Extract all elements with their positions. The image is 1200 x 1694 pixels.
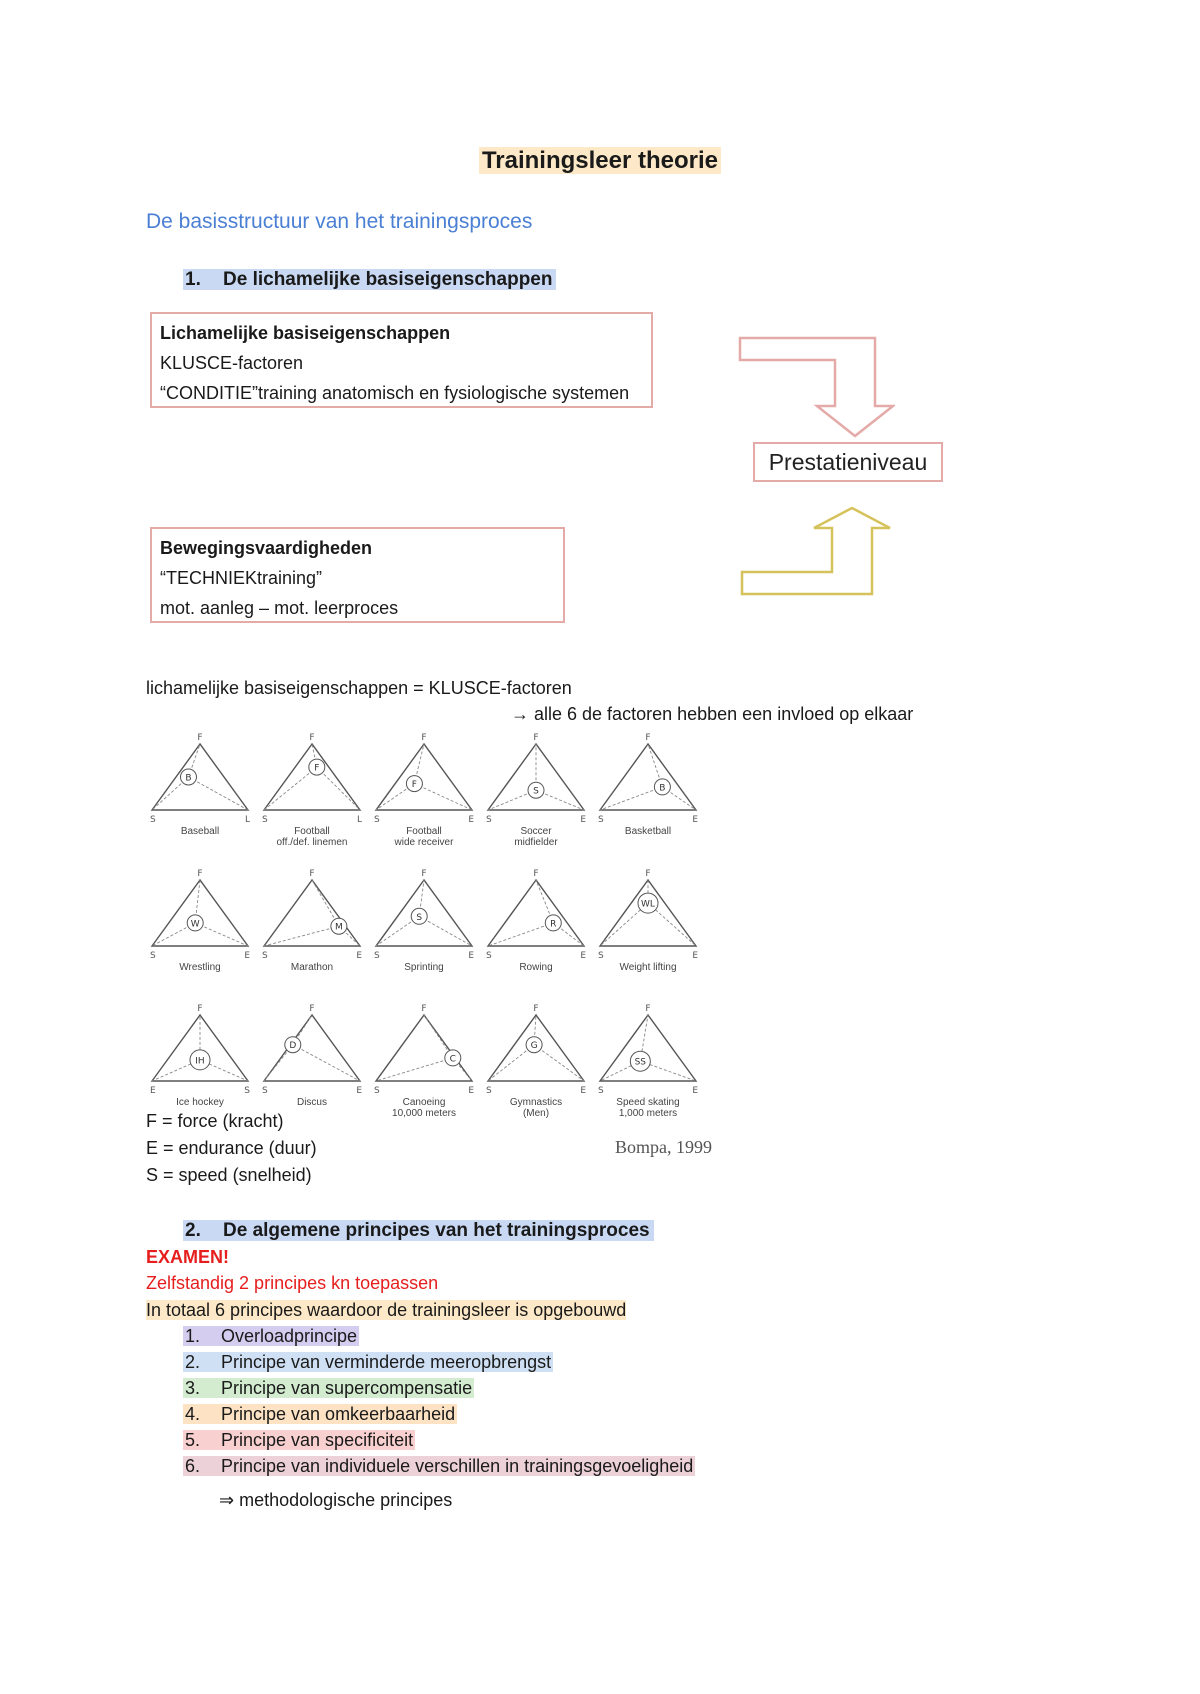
corner-label: F xyxy=(645,1004,651,1014)
principle-item: 4. Principe van omkeerbaarheid xyxy=(185,1404,456,1424)
sport-letter: IH xyxy=(195,1056,205,1067)
principle-item: 5. Principe van specificiteit xyxy=(185,1430,414,1450)
sport-label: Football wide receiver xyxy=(394,826,454,848)
corner-label: S xyxy=(262,1086,268,1095)
sport-triangle xyxy=(146,732,254,857)
corner-label: F xyxy=(421,1004,427,1014)
sport-letter: SS xyxy=(634,1057,647,1068)
triangle-outline xyxy=(264,744,360,810)
principles-list xyxy=(183,1323,695,1479)
sport-label: Football off./def. linemen xyxy=(276,826,348,848)
triangle-outline xyxy=(376,744,472,810)
corner-label: S xyxy=(598,1086,604,1095)
triangle-spoke xyxy=(419,916,472,946)
exam-label: EXAMEN! xyxy=(146,1247,230,1267)
corner-label: F xyxy=(421,733,427,743)
triangle-spoke xyxy=(376,1058,453,1081)
corner-label: F xyxy=(645,869,651,879)
down-arrow-icon xyxy=(740,338,893,436)
triangle-spoke xyxy=(264,926,339,946)
exam-note: Zelfstandig 2 principes kn toepassen xyxy=(146,1273,439,1293)
triangle-spoke xyxy=(317,767,360,810)
triangle-icon xyxy=(482,732,590,824)
triangle-spoke xyxy=(188,777,248,810)
triangle-outline xyxy=(600,1015,696,1081)
corner-label: S xyxy=(486,1086,492,1095)
sport-label: Discus xyxy=(296,1097,327,1108)
triangle-icon xyxy=(258,1003,366,1095)
triangle-outline xyxy=(600,744,696,810)
principle-item: 1. Overloadprincipe xyxy=(185,1326,358,1346)
sport-label: Ice hockey xyxy=(176,1097,224,1108)
principle-item: 2. Principe van verminderde meeropbrengst xyxy=(185,1352,552,1372)
corner-label: F xyxy=(309,1004,315,1014)
sport-label: Marathon xyxy=(290,962,334,973)
corner-label: L xyxy=(356,815,362,824)
sport-letter: R xyxy=(550,919,557,930)
corner-label: S xyxy=(486,951,492,960)
figure-source: Bompa, 1999 xyxy=(615,1137,712,1157)
corner-label: F xyxy=(533,1004,539,1014)
corner-label: S xyxy=(150,815,156,824)
section1-heading: 1. De lichamelijke basiseigenschappen xyxy=(183,267,556,293)
sport-letter: B xyxy=(185,773,192,784)
sport-label: Soccer midfielder xyxy=(514,826,558,848)
sport-triangle xyxy=(258,868,366,993)
section2-heading: 2. De algemene principes van het trainingsproces xyxy=(183,1218,654,1244)
sport-triangle xyxy=(370,1003,478,1128)
legend-endurance: E = endurance (duur) xyxy=(146,1138,317,1158)
sport-triangle xyxy=(370,732,478,857)
sport-triangle xyxy=(594,1003,702,1128)
corner-label: E xyxy=(692,1086,698,1095)
triangle-icon xyxy=(594,732,702,824)
sport-triangle xyxy=(370,868,478,993)
legend-force: F = force (kracht) xyxy=(146,1111,284,1131)
triangle-icon xyxy=(370,732,478,824)
sport-label: Baseball xyxy=(180,826,220,837)
corner-label: E xyxy=(356,1086,362,1095)
page-title: Trainingsleer theorie xyxy=(0,146,1200,176)
triangle-outline xyxy=(152,744,248,810)
sport-label: Wrestling xyxy=(179,962,221,973)
section-heading: De basisstructuur van het trainingsproces xyxy=(146,210,533,233)
sport-label: Canoeing 10,000 meters xyxy=(392,1097,456,1119)
corner-label: E xyxy=(580,1086,586,1095)
corner-label: F xyxy=(645,733,651,743)
triangle-spoke xyxy=(488,923,553,946)
sport-triangle xyxy=(146,868,254,993)
sport-label: Rowing xyxy=(519,962,553,973)
klusce-definition: lichamelijke basiseigenschappen = KLUSCE-factoren xyxy=(146,678,572,698)
sport-letter: F xyxy=(314,763,320,774)
corner-label: F xyxy=(533,733,539,743)
sport-label: Sprinting xyxy=(404,962,444,973)
factors-note: → alle 6 de factoren hebben een invloed op elkaar xyxy=(511,704,914,724)
triangle-outline xyxy=(488,880,584,946)
triangle-icon xyxy=(146,732,254,824)
sport-label: Weight lifting xyxy=(619,962,677,973)
sport-letter: M xyxy=(334,922,343,933)
corner-label: S xyxy=(262,951,268,960)
triangle-icon xyxy=(594,1003,702,1095)
corner-label: F xyxy=(421,869,427,879)
sport-letter: S xyxy=(533,786,539,797)
corner-label: F xyxy=(309,869,315,879)
triangle-spoke xyxy=(414,784,472,810)
corner-label: E xyxy=(356,951,362,960)
corner-label: S xyxy=(374,815,380,824)
corner-label: S xyxy=(598,951,604,960)
triangle-outline xyxy=(152,880,248,946)
triangle-spoke xyxy=(600,787,662,810)
sport-letter: W xyxy=(190,919,200,930)
triangle-icon xyxy=(370,1003,478,1095)
triangle-icon xyxy=(258,868,366,960)
triangle-spoke xyxy=(293,1045,360,1081)
corner-label: S xyxy=(244,1086,250,1095)
sport-triangle xyxy=(482,868,590,993)
triangle-outline xyxy=(376,1015,472,1081)
corner-label: S xyxy=(262,815,268,824)
corner-label: E xyxy=(580,951,586,960)
corner-label: E xyxy=(580,815,586,824)
triangle-outline xyxy=(264,1015,360,1081)
sport-letter: B xyxy=(659,783,666,794)
corner-label: E xyxy=(150,1086,156,1095)
principles-intro: In totaal 6 principes waardoor de trainingsleer is opgebouwd xyxy=(146,1300,627,1320)
prestatieniveau-box: Prestatieniveau xyxy=(753,442,943,482)
sport-label: Gymnastics (Men) xyxy=(509,1097,563,1119)
sport-label: Speed skating 1,000 meters xyxy=(616,1097,680,1119)
corner-label: F xyxy=(197,733,203,743)
sport-letter: D xyxy=(289,1041,297,1052)
principle-item: 3. Principe van supercompensatie xyxy=(185,1378,473,1398)
triangle-icon xyxy=(482,868,590,960)
triangle-icon xyxy=(482,1003,590,1095)
corner-label: F xyxy=(197,869,203,879)
up-arrow-icon xyxy=(742,508,890,594)
methodological-principles: ⇒ methodologische principes xyxy=(219,1490,453,1510)
triangle-icon xyxy=(370,868,478,960)
sport-letter: C xyxy=(449,1054,456,1065)
corner-label: E xyxy=(692,815,698,824)
corner-label: S xyxy=(374,951,380,960)
sport-letter: WL xyxy=(641,899,655,910)
corner-label: F xyxy=(197,1004,203,1014)
sport-triangle xyxy=(482,732,590,857)
sport-letter: S xyxy=(416,912,423,923)
corner-label: E xyxy=(468,815,474,824)
sport-triangle xyxy=(482,1003,590,1128)
corner-label: E xyxy=(468,1086,474,1095)
sport-triangle xyxy=(594,732,702,857)
triangle-icon xyxy=(258,732,366,824)
corner-label: F xyxy=(533,869,539,879)
triangle-outline xyxy=(264,880,360,946)
corner-label: S xyxy=(486,815,492,824)
corner-label: E xyxy=(244,951,250,960)
corner-label: E xyxy=(692,951,698,960)
triangle-spoke xyxy=(534,1045,584,1081)
corner-label: S xyxy=(374,1086,380,1095)
sport-letter: F xyxy=(411,780,417,791)
sport-triangle xyxy=(594,868,702,993)
sport-triangle xyxy=(258,732,366,857)
legend-speed: S = speed (snelheid) xyxy=(146,1165,312,1185)
physical-properties-box: Lichamelijke basiseigenschappen KLUSCE-factoren “CONDITIE”training anatomisch en fysiologische systemen xyxy=(150,312,653,408)
sport-letter: G xyxy=(530,1041,538,1052)
corner-label: E xyxy=(468,951,474,960)
corner-label: L xyxy=(244,815,250,824)
movement-skills-box: Bewegingsvaardigheden “TECHNIEKtraining” mot. aanleg – mot. leerproces xyxy=(150,527,565,623)
triangle-icon xyxy=(594,868,702,960)
triangle-icon xyxy=(146,868,254,960)
principle-item: 6. Principe van individuele verschillen in trainingsgevoeligheid xyxy=(185,1456,694,1476)
corner-label: F xyxy=(309,733,315,743)
corner-label: S xyxy=(150,951,156,960)
sport-label: Basketball xyxy=(624,826,672,837)
corner-label: S xyxy=(598,815,604,824)
triangle-icon xyxy=(146,1003,254,1095)
